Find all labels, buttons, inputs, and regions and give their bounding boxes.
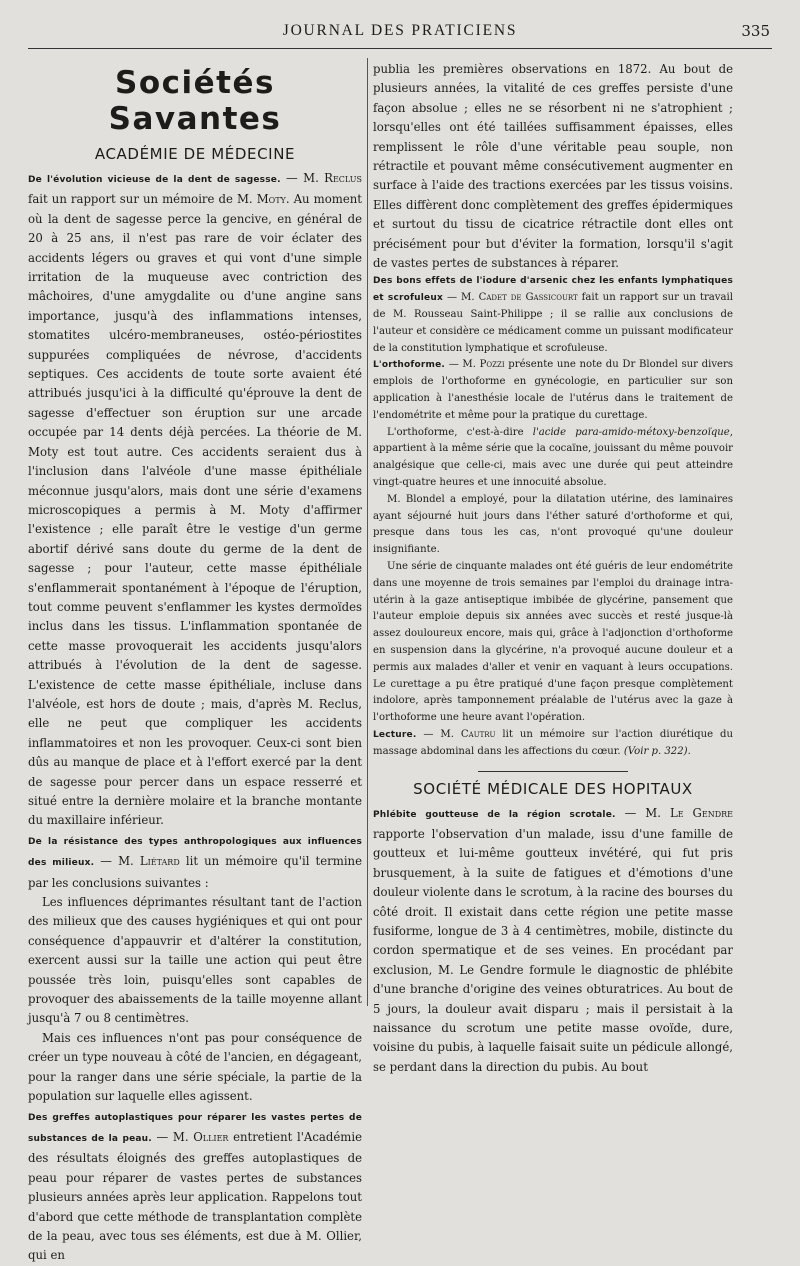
author-name: Cadet de Gassicourt xyxy=(478,292,578,304)
article-lecture: Lecture. — M. Cautru lit un mémoire sur l'action diurétique du massage abdominal dans les affections du cœur. (Voir p. 322). xyxy=(373,728,733,757)
author-name: Cautru xyxy=(460,728,496,740)
right-column xyxy=(373,60,733,1077)
paragraph: Mais ces influences n'ont pas pour conséquence de créer un type nouveau à côté de l'ancien, en dégageant, pour la ranger dans une série spéciale, la partie de la population sur laquelle elles agissent. xyxy=(28,1030,362,1104)
article-orthoforme: L'orthoforme. — M. Pozzi présente une note du Dr Blondel sur divers emplois de l'orthoforme en gynécologie, en particulier sur son application à l'anesthésie locale de l'utérus dans le traitement de l'endométrite et même pour la pratique du curettage. xyxy=(373,359,733,421)
column-divider xyxy=(367,58,368,1006)
article-phlebite-goutteuse: Phlébite goutteuse de la région scrotale. — M. Le Gendre rapporte l'observation d'un malade, issu d'une famille de goutteux et lui-même goutteux invétéré, qui fut pris brusquement, à la suite de fatigues et d'émotions d'une douleur violente dans le scrotum, à la racine des bourses du côté droit. Il existait dans cette région une petite masse fusiforme, longue de 3 à 4 centimètres, mobile, distincte du cordon spermatique et de ses veines. En procédant par exclusion, M. Le Gendre formule le diagnostic de phlébite d'une branche d'origine des veines obturatrices. Au bout de 5 jours, la douleur avait disparu ; mais il persistait à la naissance du scrotum une petite masse ovoïde, dure, voisine du pubis, à laquelle faisait suite un pédicule allongé, se perdant dans la direction du pubis. Au bout xyxy=(373,805,733,1074)
article-lead: L'orthoforme. xyxy=(373,360,446,371)
author-name: Le Gendre xyxy=(669,805,733,820)
article-lead: De l'évolution vicieuse de la dent de sagesse. xyxy=(28,175,281,185)
paragraph: M. Blondel a employé, pour la dilatation utérine, des laminaires ayant séjourné huit jours dans l'éther saturé d'orthoforme et qui, presque dans tous les cas, n'ont provoqué qu'une douleur insignifiante. xyxy=(373,493,733,556)
article-lead: Des greffes autoplastiques pour réparer les vastes pertes de substances de la peau. xyxy=(28,1112,362,1144)
author-name: Ollier xyxy=(193,1129,229,1144)
article-continuation: publia les premières observations en 1872. Au bout de plusieurs années, la vitalité de ces greffes persiste d'une façon absolue ; elles ne se résorbent ni ne s'atrophient ; lorsqu'elles ont été taillées suffisamment épaisses, elles remplissent le rôle d'une véritable peau souple, non rétractile et pouvant même consécutivement augmenter en surface à l'aide des tractions exercées par les tissus voisins. Elles diffèrent donc complètement des greffes épidermiques et surtout du tissu de cicatrice rétractile dont elles ont précisément pour but d'éviter la formation, lorsqu'il s'agit de vastes pertes de substances à réparer. xyxy=(373,62,733,271)
author-name: Pozzi xyxy=(479,359,505,371)
author-name: Reclus xyxy=(324,171,362,185)
section-heading-academie: ACADÉMIE DE MÉDECINE xyxy=(94,145,296,163)
masthead-title: Sociétés Savantes xyxy=(108,65,282,137)
article-greffes-autoplastiques: Des greffes autoplastiques pour réparer les vastes pertes de substances de la peau. — M. Ollier entretient l'Académie des résultats éloignés des greffes autoplastiques de peau pour réparer de vastes pertes de substances plusieurs années après leur application. Rappelons tout d'abord que cette méthode de transplantation complète de la peau, avec tous ses éléments, est due à M. Ollier, qui en xyxy=(28,1112,362,1263)
article-iodure-arsenic: Des bons effets de l'iodure d'arsenic chez les enfants lymphatiques et scrofuleux — M. Cadet de Gassicourt fait un rapport sur un travail de M. Rousseau Saint-Philippe ; il se rallie aux conclusions de l'auteur et considère ce médicament comme un puissant modificateur de la constitution lymphatique et scrofuleuse. xyxy=(373,276,733,354)
section-rule xyxy=(478,771,628,772)
article-dent-de-sagesse: De l'évolution vicieuse de la dent de sagesse. — M. Reclus fait un rapport sur un mémoire de M. Moty. Au moment où la dent de sagesse perce la gencive, en général de 20 à 25 ans, il n'est pas rare de voir éclater des accidents légers ou graves et qui vont d'une simple irritation de la muqueuse avec contriction des mâchoires, d'une amygdalite ou d'une angine sans importance, jusqu'à des inflammations intenses, stomatites ulcéro-membraneuses, ostéo-périostites suppurées compliquées de névrose, d'accidents septiques. Ces accidents de toute sorte avaient été attribués jusqu'ici à la difficulté qu'éprouve la dent de sagesse d'effectuer son éruption sur une arcade occupée par 14 dents déjà percées. La théorie de M. Moty est tout autre. Ces accidents seraient dus à l'inclusion dans l'alvéole d'une masse épithéliale méconnue jusqu'alors, mais dont une série d'examens microscopiques a permis à M. Moty d'affirmer l'existence ; elle paraît être le vestige d'un germe abortif dérivé sans doute du germe de la dent de sagesse ; pour l'auteur, cette masse épithéliale s'enflammerait spontanément à l'époque de l'éruption, tout comme peuvent s'enflammer les kystes dermoïdes inclus dans les tissus. L'inflammation spontanée de cette masse provoquerait les accidents jusqu'alors attribués à l'évolution de la dent de sagesse. L'existence de cette masse épithéliale, incluse dans l'alvéole, est hors de doute ; mais, d'après M. Reclus, elle ne peut que compliquer les accidents inflammatoires et non les provoquer. Ceux-ci sont bien dûs au manque de place et à l'effort exercé par la dent de sagesse pour percer dans un espace resserré et situé entre la dernière molaire et la branche montante du maxillaire inférieur. xyxy=(28,171,362,828)
section-heading-societe-medicale: SOCIÉTÉ MÉDICALE DES HOPITAUX xyxy=(413,779,693,798)
article-lead: De la résistance des types anthropologiques aux influences des milieux. xyxy=(28,836,362,869)
paragraph: Les influences déprimantes résultant tant de l'action des milieux que des causes hygiéniques et qui ont pour conséquence d'appauvrir et d'altérer la constitution, exercent aussi sur la taille une action qui peut être poussée très loin, puisqu'elles sont capables de provoquer des abaissements de la taille moyenne allant jusqu'à 7 ou 8 centimètres. xyxy=(28,895,362,1026)
page-reference: (Voir p. 322). xyxy=(623,745,691,757)
journal-title: JOURNAL DES PRATICIENS xyxy=(282,22,518,39)
article-lead: Des bons effets de l'iodure d'arsenic chez les enfants lymphatiques et scrofuleux xyxy=(373,276,733,304)
left-column xyxy=(28,60,362,1266)
article-lead: Lecture. xyxy=(373,729,417,740)
article-lead: Phlébite goutteuse de la région scrotale. xyxy=(373,809,616,820)
author-name: Moty xyxy=(256,192,286,207)
paragraph: L'orthoforme, c'est-à-dire l'acide para-amido-métoxy-benzoïque, appartient à la même série que la cocaïne, jouissant du même pouvoir analgésique que celle-ci, mais avec une durée qui peut atteindre vingt-quatre heures et une innocuité absolue. xyxy=(373,426,733,489)
page-number: 335 xyxy=(741,22,770,40)
article-types-anthropologiques: De la résistance des types anthropologiques aux influences des milieux. — M. Liétard lit un mémoire qu'il termine par les conclusions suivantes : xyxy=(28,836,363,890)
author-name: Liétard xyxy=(139,854,180,869)
paragraph: Une série de cinquante malades ont été guéris de leur endométrite dans une moyenne de trois semaines par l'emploi du drainage intra-utérin à la gaze antiseptique imbibée de glycérine, pansement que l'auteur emploie depuis six années avec succès et resté jusque-là assez douloureux encore, mais qui, grâce à l'adjonction d'orthoforme en suspension dans la glycérine, n'a provoqué aucune douleur et a permis aux malades d'aller et venir en vaquant à leurs occupations. Le curettage a pu être pratiqué d'une façon presque complètement indolore, après tamponnement préalable de l'utérus avec la gaze à l'orthoforme une heure avant l'opération. xyxy=(373,561,733,724)
running-header xyxy=(28,18,772,49)
